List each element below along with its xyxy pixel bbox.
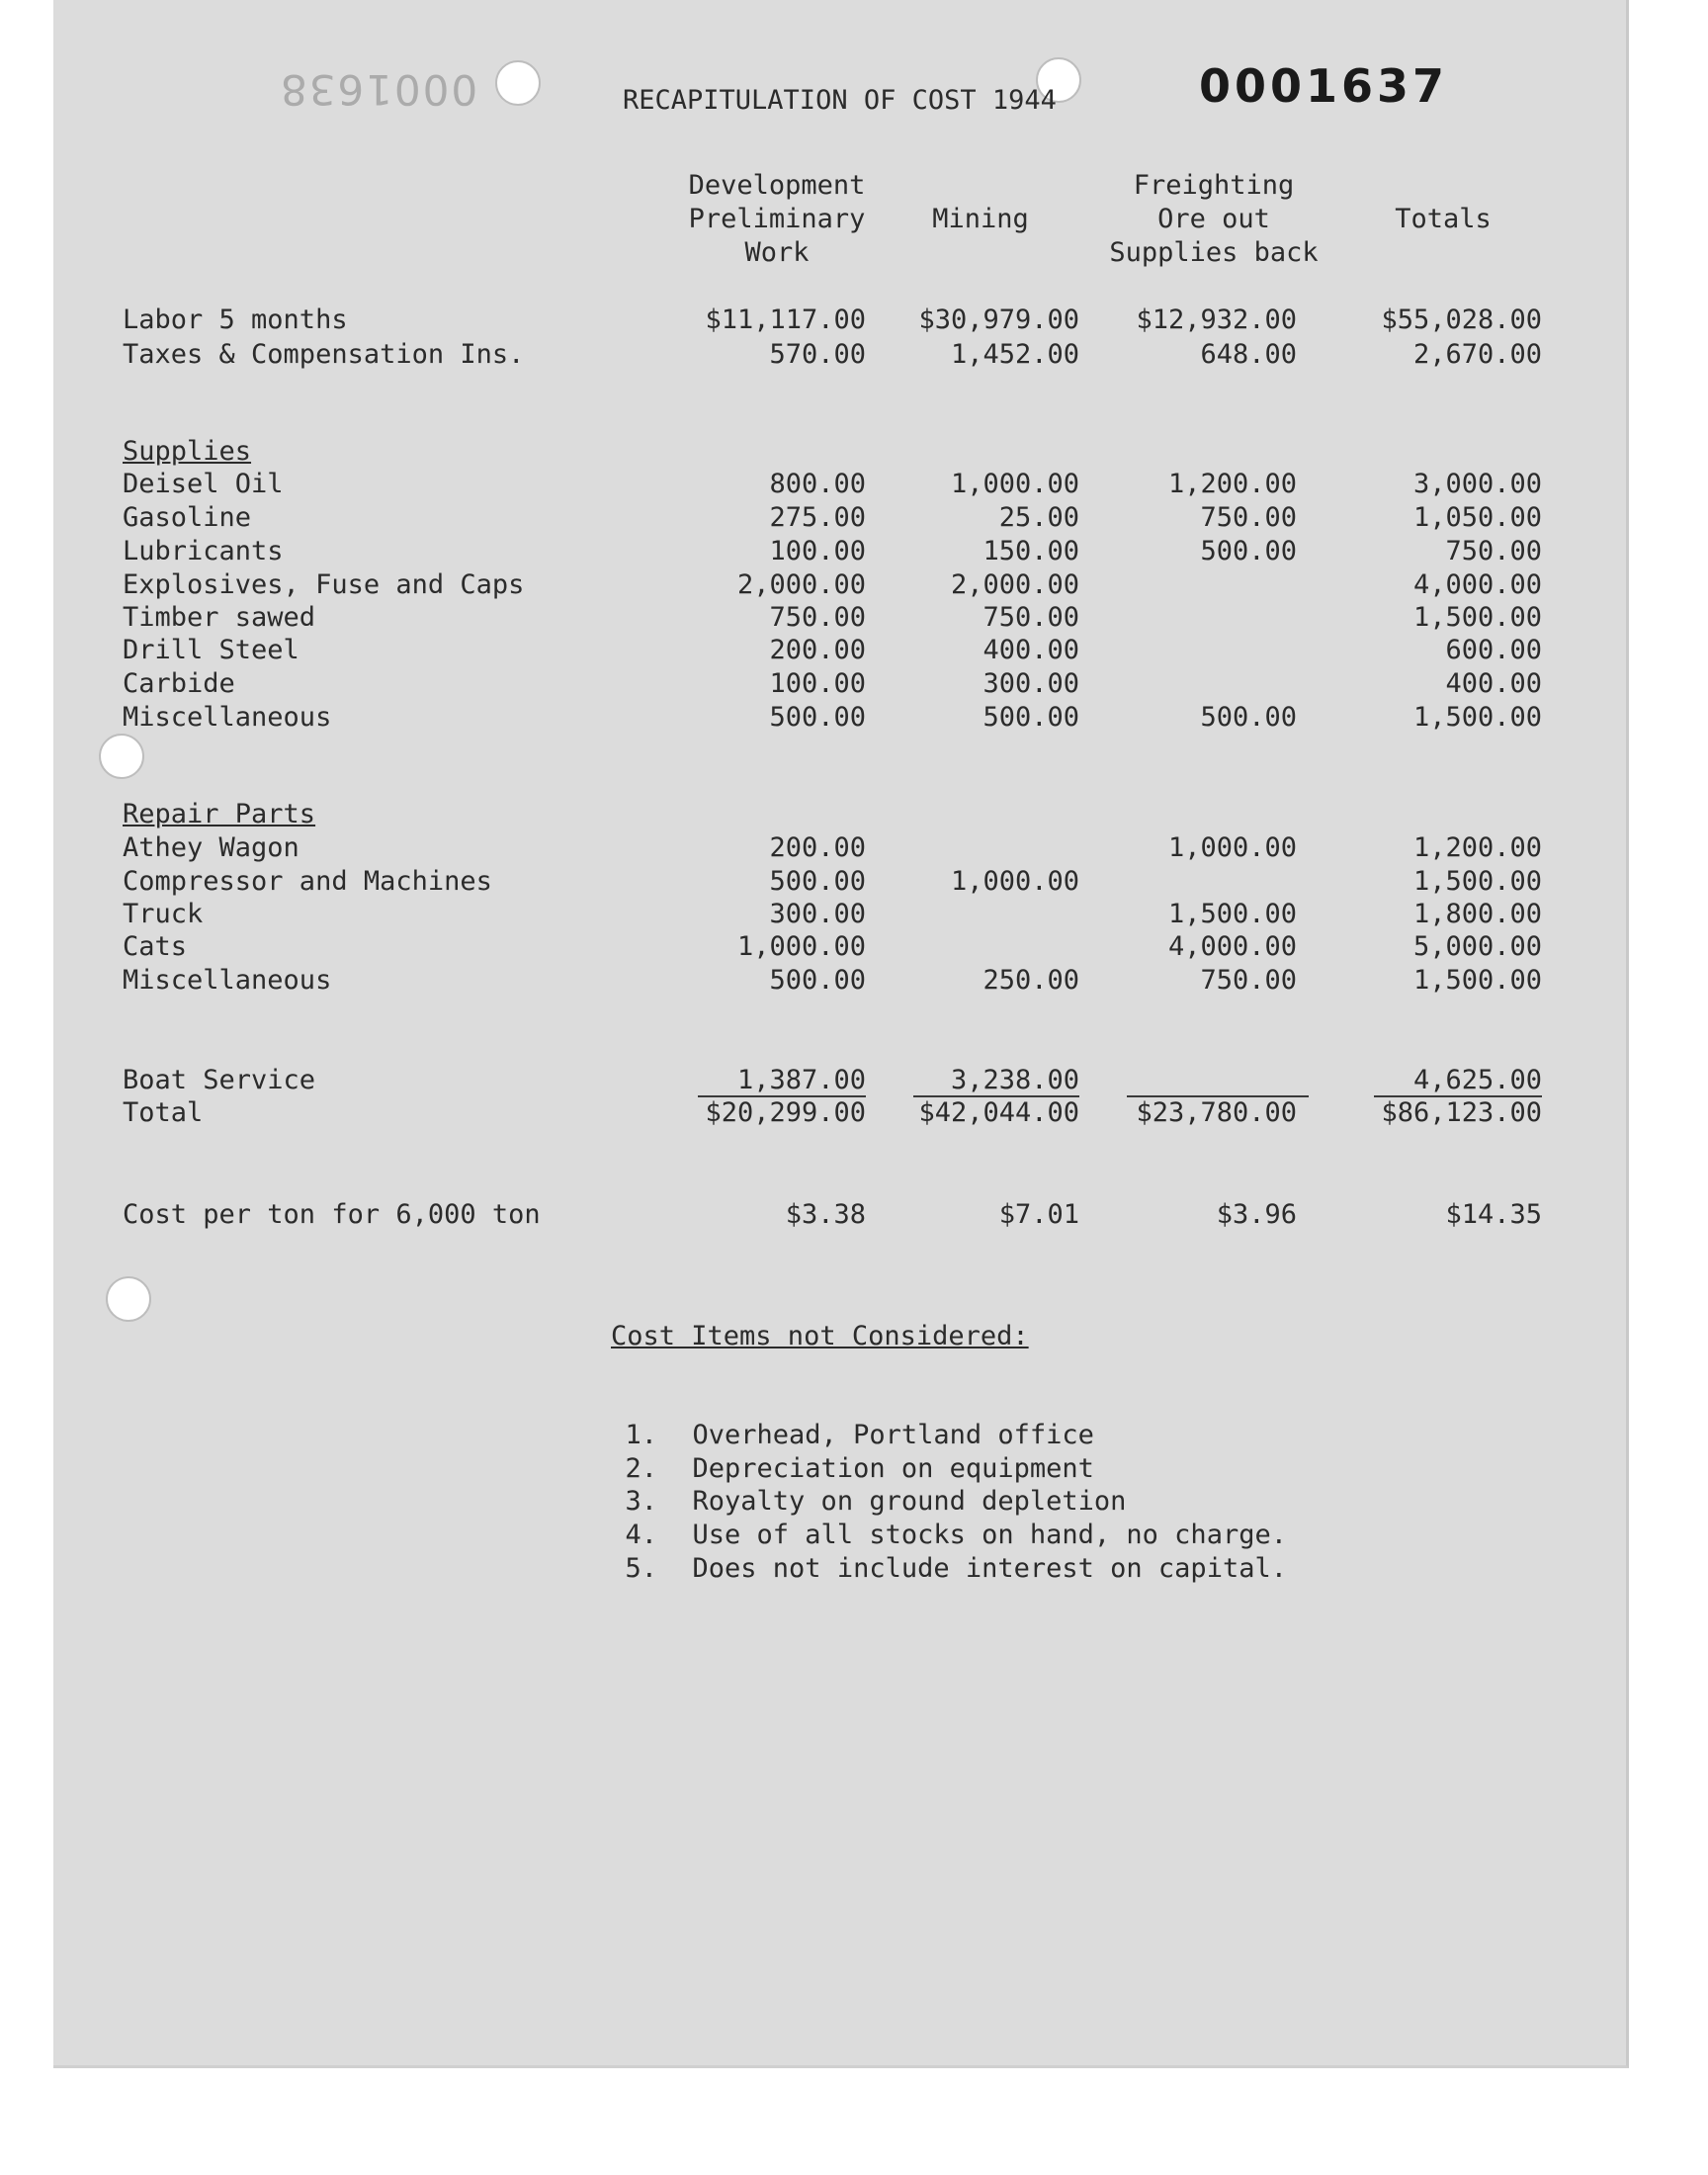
- cell-labor-mining: $30,979.00: [918, 304, 1079, 335]
- supplies-cell: 500.00: [1200, 536, 1297, 566]
- repair-label: Compressor and Machines: [123, 866, 492, 897]
- supplies-cell: 1,500.00: [1412, 602, 1542, 633]
- row-label-boat-service: Boat Service: [123, 1065, 316, 1095]
- note-item: [593, 1522, 1287, 1584]
- row-label-total: Total: [123, 1097, 204, 1128]
- supplies-label: Lubricants: [123, 536, 284, 566]
- section-heading-supplies: Supplies: [123, 436, 252, 467]
- cell-taxes-development: 570.00: [769, 339, 866, 370]
- repair-label: Miscellaneous: [123, 965, 332, 996]
- supplies-cell: 275.00: [769, 502, 866, 533]
- note-number: 5.: [625, 1553, 658, 1584]
- row-label-cost-per-ton: Cost per ton for 6,000 ton: [123, 1199, 541, 1230]
- cell-labor-development: $11,117.00: [705, 304, 866, 335]
- stamp-number: 0001637: [1199, 59, 1449, 113]
- repair-cell: 300.00: [769, 899, 866, 929]
- cell-taxes-freighting: 648.00: [1200, 339, 1297, 370]
- note-number: 3.: [625, 1486, 658, 1517]
- note-number: 1.: [625, 1420, 658, 1450]
- note-text: Depreciation on equipment: [692, 1453, 1094, 1484]
- repair-cell: 1,500.00: [1412, 965, 1542, 996]
- repair-cell: 200.00: [769, 832, 866, 863]
- punch-hole-top-left: [495, 60, 541, 106]
- notes-heading: Cost Items not Considered:: [611, 1321, 1029, 1351]
- cell-total-freighting: $23,780.00: [1136, 1097, 1297, 1128]
- note-text: Use of all stocks on hand, no charge.: [692, 1520, 1287, 1550]
- supplies-cell: 2,000.00: [736, 569, 866, 600]
- cell-labor-totals: $55,028.00: [1381, 304, 1542, 335]
- repair-cell: 1,000.00: [736, 931, 866, 962]
- supplies-cell: 1,000.00: [950, 469, 1079, 499]
- cell-per-ton-totals: $14.35: [1445, 1199, 1542, 1230]
- note-text: Overhead, Portland office: [692, 1420, 1094, 1450]
- supplies-cell: 800.00: [769, 469, 866, 499]
- column-header-totals: Totals: [1395, 204, 1492, 234]
- repair-cell: 1,000.00: [950, 866, 1079, 897]
- supplies-cell: 100.00: [769, 668, 866, 699]
- supplies-label: Timber sawed: [123, 602, 316, 633]
- row-label-taxes: Taxes & Compensation Ins.: [123, 339, 525, 370]
- supplies-cell: 750.00: [769, 602, 866, 633]
- note-number: 4.: [625, 1520, 658, 1550]
- column-header-development: Development Preliminary Work: [688, 170, 866, 268]
- repair-cell: 500.00: [769, 965, 866, 996]
- cell-taxes-totals: 2,670.00: [1412, 339, 1542, 370]
- supplies-cell: 1,200.00: [1167, 469, 1297, 499]
- cell-taxes-mining: 1,452.00: [950, 339, 1079, 370]
- supplies-cell: 750.00: [1445, 536, 1542, 566]
- punch-hole-left-lower: [106, 1276, 151, 1322]
- supplies-cell: 500.00: [1200, 702, 1297, 733]
- supplies-cell: 200.00: [769, 635, 866, 665]
- note-text: Royalty on ground depletion: [692, 1486, 1127, 1517]
- supplies-cell: 400.00: [982, 635, 1079, 665]
- repair-cell: 1,000.00: [1167, 832, 1297, 863]
- repair-cell: 1,800.00: [1412, 899, 1542, 929]
- cell-boat-mining: 3,238.00: [950, 1065, 1079, 1095]
- supplies-cell: 600.00: [1445, 635, 1542, 665]
- supplies-cell: 100.00: [769, 536, 866, 566]
- page-title: RECAPITULATION OF COST 1944: [623, 85, 1057, 116]
- column-header-mining: Mining: [932, 204, 1029, 234]
- punch-hole-left-middle: [99, 734, 144, 779]
- column-header-freighting: Freighting Ore out Supplies back: [1109, 170, 1319, 268]
- supplies-cell: 3,000.00: [1412, 469, 1542, 499]
- section-heading-repair-parts: Repair Parts: [123, 799, 316, 829]
- supplies-label: Deisel Oil: [123, 469, 284, 499]
- supplies-cell: 300.00: [982, 668, 1079, 699]
- repair-cell: 1,200.00: [1412, 832, 1542, 863]
- cell-total-development: $20,299.00: [705, 1097, 866, 1128]
- cell-per-ton-freighting: $3.96: [1216, 1199, 1297, 1230]
- supplies-cell: 25.00: [998, 502, 1079, 533]
- repair-cell: 250.00: [982, 965, 1079, 996]
- repair-label: Cats: [123, 931, 188, 962]
- repair-cell: 4,000.00: [1167, 931, 1297, 962]
- cell-boat-totals: 4,625.00: [1412, 1065, 1542, 1095]
- supplies-cell: 1,050.00: [1412, 502, 1542, 533]
- repair-cell: 5,000.00: [1412, 931, 1542, 962]
- repair-label: Truck: [123, 899, 204, 929]
- supplies-cell: 1,500.00: [1412, 702, 1542, 733]
- supplies-label: Miscellaneous: [123, 702, 332, 733]
- supplies-cell: 4,000.00: [1412, 569, 1542, 600]
- cell-labor-freighting: $12,932.00: [1136, 304, 1297, 335]
- supplies-label: Carbide: [123, 668, 235, 699]
- row-label-labor: Labor 5 months: [123, 304, 348, 335]
- repair-cell: 1,500.00: [1412, 866, 1542, 897]
- cell-per-ton-development: $3.38: [785, 1199, 866, 1230]
- repair-cell: 500.00: [769, 866, 866, 897]
- cell-total-totals: $86,123.00: [1381, 1097, 1542, 1128]
- cell-total-mining: $42,044.00: [918, 1097, 1079, 1128]
- supplies-cell: 500.00: [769, 702, 866, 733]
- note-number: 2.: [625, 1453, 658, 1484]
- supplies-cell: 400.00: [1445, 668, 1542, 699]
- supplies-cell: 150.00: [982, 536, 1079, 566]
- supplies-cell: 2,000.00: [950, 569, 1079, 600]
- note-text: Does not include interest on capital.: [692, 1553, 1287, 1584]
- cell-boat-development: 1,387.00: [736, 1065, 866, 1095]
- cell-per-ton-mining: $7.01: [998, 1199, 1079, 1230]
- faded-stamp-number: 0001638: [279, 65, 478, 114]
- repair-cell: 1,500.00: [1167, 899, 1297, 929]
- repair-cell: 750.00: [1200, 965, 1297, 996]
- supplies-cell: 500.00: [982, 702, 1079, 733]
- supplies-cell: 750.00: [1200, 502, 1297, 533]
- supplies-label: Drill Steel: [123, 635, 299, 665]
- repair-label: Athey Wagon: [123, 832, 299, 863]
- supplies-label: Explosives, Fuse and Caps: [123, 569, 525, 600]
- supplies-label: Gasoline: [123, 502, 252, 533]
- supplies-cell: 750.00: [982, 602, 1079, 633]
